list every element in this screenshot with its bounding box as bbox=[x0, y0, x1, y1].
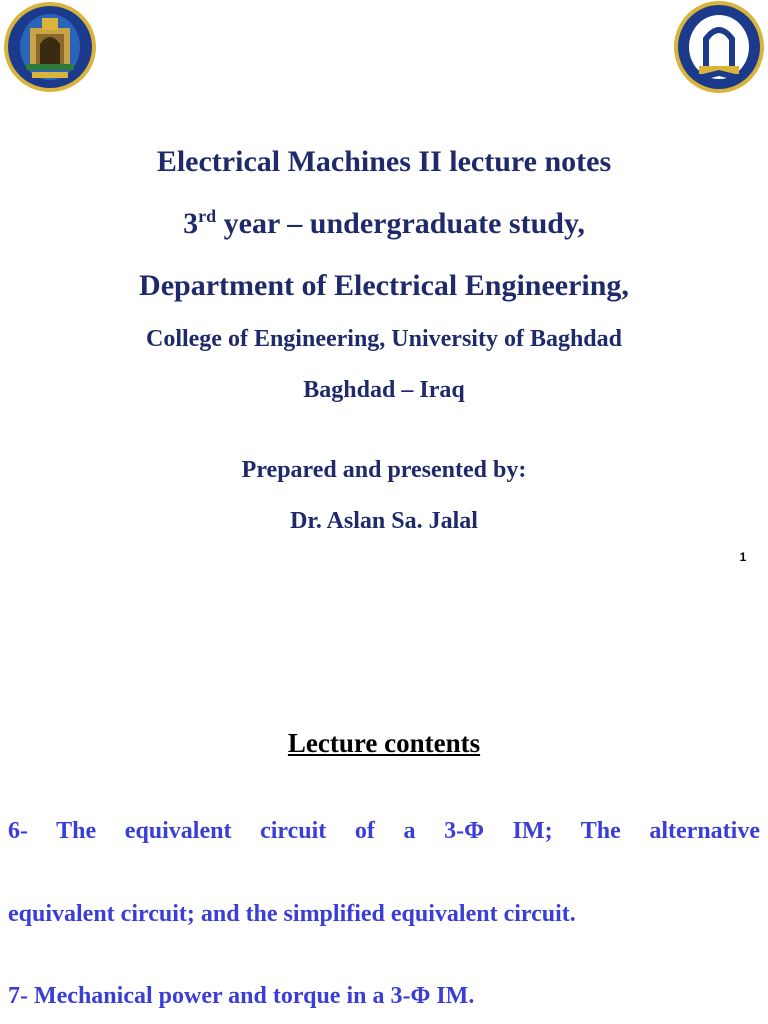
contents-item-6-line-1: 6- The equivalent circuit of a 3-Φ IM; The alternative bbox=[8, 818, 760, 844]
author-name: Dr. Aslan Sa. Jalal bbox=[290, 508, 478, 534]
title-line-3: Department of Electrical Engineering, bbox=[139, 269, 629, 302]
title-line-1: Electrical Machines II lecture notes bbox=[156, 145, 612, 178]
location-line: Baghdad – Iraq bbox=[303, 377, 465, 403]
title-line-2-prefix: 3 bbox=[183, 207, 199, 240]
college-line: College of Engineering, University of Baghdad bbox=[145, 326, 622, 352]
college-logo bbox=[2, 0, 98, 94]
contents-heading: Lecture contents bbox=[287, 728, 481, 758]
university-logo bbox=[673, 0, 765, 94]
title-line-2-rest: year – undergraduate study, bbox=[216, 207, 585, 240]
page-number: 1 bbox=[739, 550, 747, 564]
prepared-by-label: Prepared and presented by: bbox=[241, 457, 527, 483]
title-line-2-sup: rd bbox=[198, 206, 217, 226]
contents-item-6-line-2: equivalent circuit; and the simplified equivalent circuit. bbox=[8, 901, 576, 927]
title-line-2 bbox=[0, 207, 768, 241]
contents-item-7: 7- Mechanical power and torque in a 3-Φ IM. bbox=[8, 983, 475, 1009]
